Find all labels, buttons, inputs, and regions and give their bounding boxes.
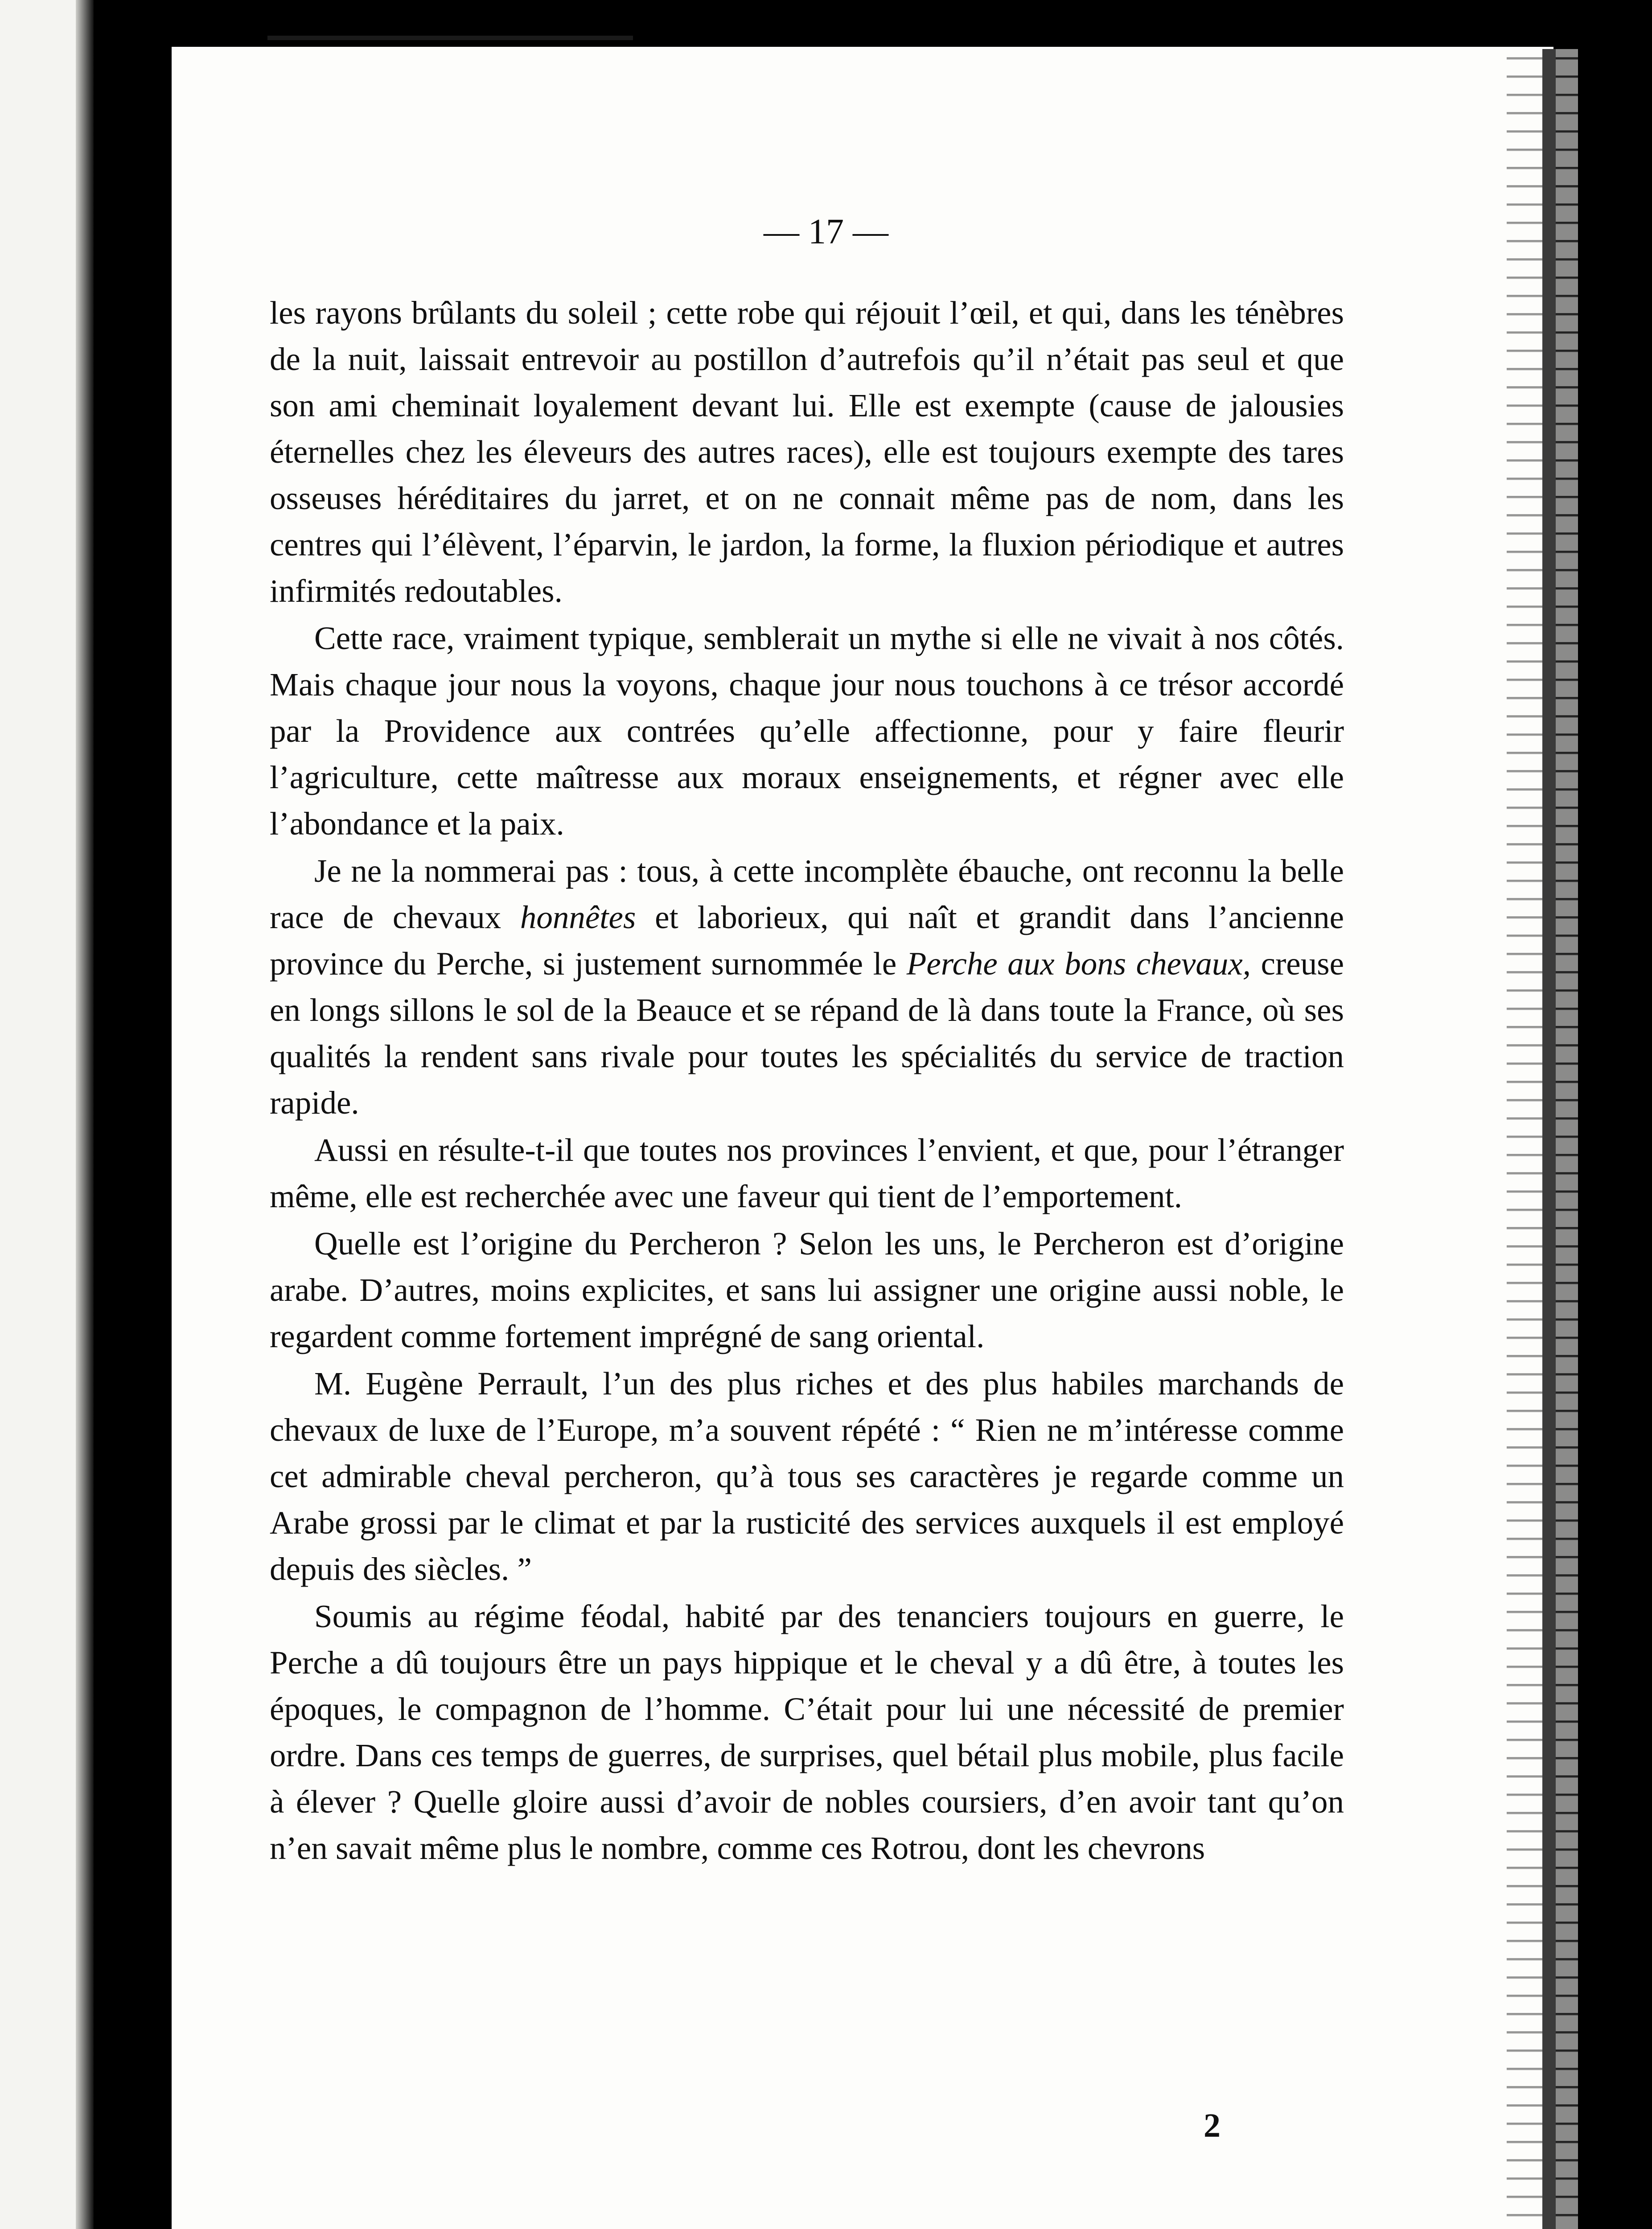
paragraph-3-part-3: et laborieux, qui naît et grandit dans l’ancienne province du Perche, si justement surnommée le — [270, 899, 1344, 982]
italic-honnetes: honnêtes — [520, 899, 636, 935]
paragraph-2: Cette race, vraiment typique, semblerait un mythe si elle ne vivait à nos côtés. Mais chaque jour nous la voyons, chaque jour nous touchons à ce trésor accordé par la Providence aux contrées qu’elle affectionne, pour y faire fleurir l’agriculture, cette maîtresse aux moraux enseignements, et régner avec elle l’abondance et la paix. — [270, 620, 1344, 842]
top-scan-rule — [267, 36, 633, 40]
body-text — [270, 290, 1344, 1871]
signature-mark: 2 — [1204, 2107, 1221, 2144]
italic-perche-aux-bons-chevaux: Perche aux bons chevaux, — [906, 946, 1251, 982]
paragraph-4: Aussi en résulte-t-il que toutes nos provinces l’envient, et que, pour l’étranger même, elle est recherchée avec une faveur qui tient de l’emportement. — [270, 1132, 1344, 1214]
paragraph-3-part-1: Je ne la nommerai pas : tous, à cette incomplète ébauche, ont reconnu la belle race de chevaux — [270, 853, 1344, 935]
paragraph-6: M. Eugène Perrault, l’un des plus riches et des plus habiles marchands de chevaux de luxe de l’Europe, m’a souvent répété : “ Rien ne m’intéresse comme cet admirable cheval percheron, qu’à tous ses caractères je regarde comme un Arabe grossi par le climat et par la rusticité des services auxquels il est employé depuis des siècles. ” — [270, 1365, 1344, 1587]
page-number: — 17 — — [764, 212, 888, 251]
left-margin-strip — [0, 0, 76, 2229]
paragraph-1: les rayons brûlants du soleil ; cette robe qui réjouit l’œil, et qui, dans les ténèbres de la nuit, laissait entrevoir au postillon d’autrefois qu’il n’était pas seul et que son ami cheminait loyalement devant lui. Elle est exempte (cause de jalousies éternelles chez les éleveurs des autres races), elle est toujours exempte des tares osseuses héréditaires du jarret, et on ne connait même pas de nom, dans les centres qui l’élèvent, l’éparvin, le jardon, la forme, la fluxion périodique et autres infirmités redoutables. — [270, 295, 1344, 609]
gutter-shadow — [76, 0, 94, 2229]
paragraph-7: Soumis au régime féodal, habité par des tenanciers toujours en guerre, le Perche a dû toujours être un pays hippique et le cheval y a dû être, à toutes les époques, le compagnon de l’homme. C’était pour lui une nécessité de premier ordre. Dans ces temps de guerres, de surprises, quel bétail plus mobile, plus facile à élever ? Quelle gloire aussi d’avoir de nobles coursiers, d’en avoir tant qu’on n’en savait même plus le nombre, comme ces Rotrou, dont les chevrons — [270, 1598, 1344, 1866]
page-edge-shadow — [1542, 49, 1556, 2229]
paragraph-3-part-5: creuse en longs sillons le sol de la Beauce et se répand de là dans toute la France, où ses qualités la rendent sans rivale pour toutes les spécialités du service de traction rapide. — [270, 946, 1344, 1121]
paragraph-3 — [270, 848, 1344, 1126]
binding-hole — [95, 695, 116, 744]
paragraph-5: Quelle est l’origine du Percheron ? Selon les uns, le Percheron est d’origine arabe. D’autres, moins explicites, et sans lui assigner une origine aussi noble, le regardent comme fortement imprégné de sang oriental. — [270, 1226, 1344, 1354]
